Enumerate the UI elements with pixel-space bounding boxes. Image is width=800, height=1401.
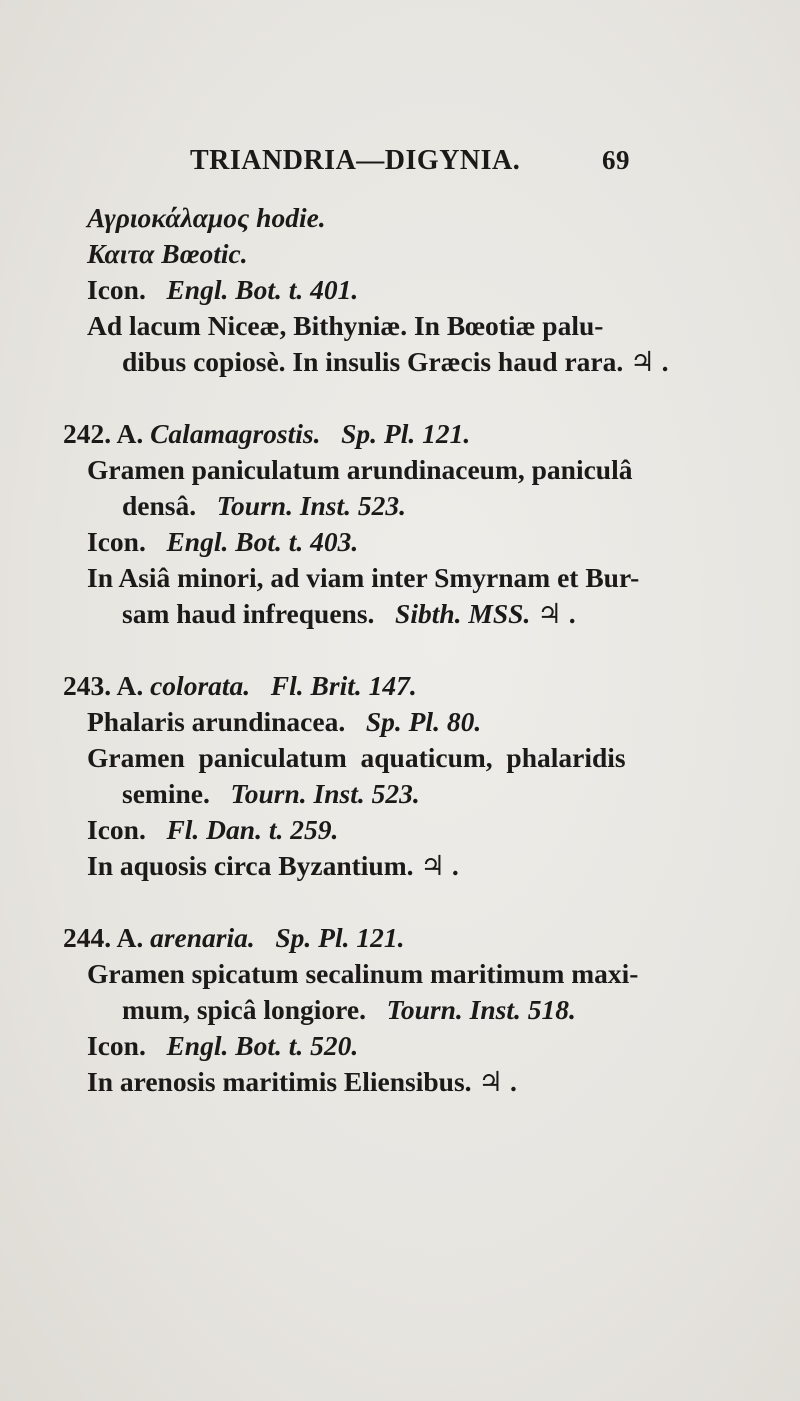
species-entry-243: 243. A. colorata. Fl. Brit. 147. (63, 670, 417, 701)
text-line: In arenosis maritimis Eliensibus. ♃ . (87, 1066, 517, 1097)
text-line: Icon. Engl. Bot. t. 401. (87, 274, 359, 305)
running-header (190, 145, 630, 177)
header-title: TRIANDRIA—DIGYNIA. (190, 145, 521, 176)
text-line: In Asiâ minori, ad viam inter Smyrnam et Bur- (87, 562, 640, 593)
text-line: mum, spicâ longiore. Tourn. Inst. 518. (122, 994, 576, 1025)
text-line: In aquosis circa Byzantium. ♃ . (87, 850, 459, 881)
text-line: Gramen paniculatum aquaticum, phalaridis (87, 742, 626, 773)
text-line: Gramen paniculatum arundinaceum, paniculâ (87, 454, 633, 485)
text-line: semine. Tourn. Inst. 523. (122, 778, 420, 809)
text-line: sam haud infrequens. Sibth. MSS. ♃ . (122, 598, 576, 629)
text-line: Αγριοκάλαμος hodie. (87, 202, 326, 233)
text-line: Καιτα Bœotic. (87, 238, 248, 269)
text-line: Phalaris arundinacea. Sp. Pl. 80. (87, 706, 482, 737)
species-entry-244: 244. A. arenaria. Sp. Pl. 121. (63, 922, 405, 953)
text-line: Ad lacum Niceæ, Bithyniæ. In Bœotiæ palu- (87, 310, 604, 341)
text-line: densâ. Tourn. Inst. 523. (122, 490, 407, 521)
text-line: Icon. Engl. Bot. t. 403. (87, 526, 359, 557)
text-line: Icon. Engl. Bot. t. 520. (87, 1030, 359, 1061)
text-line: dibus copiosè. In insulis Græcis haud rara. ♃ . (122, 346, 669, 377)
text-line: Gramen spicatum secalinum maritimum maxi- (87, 958, 639, 989)
page-body (63, 200, 763, 1100)
page-number: 69 (602, 145, 630, 175)
species-entry-242: 242. A. Calamagrostis. Sp. Pl. 121. (63, 418, 471, 449)
text-line: Icon. Fl. Dan. t. 259. (87, 814, 339, 845)
